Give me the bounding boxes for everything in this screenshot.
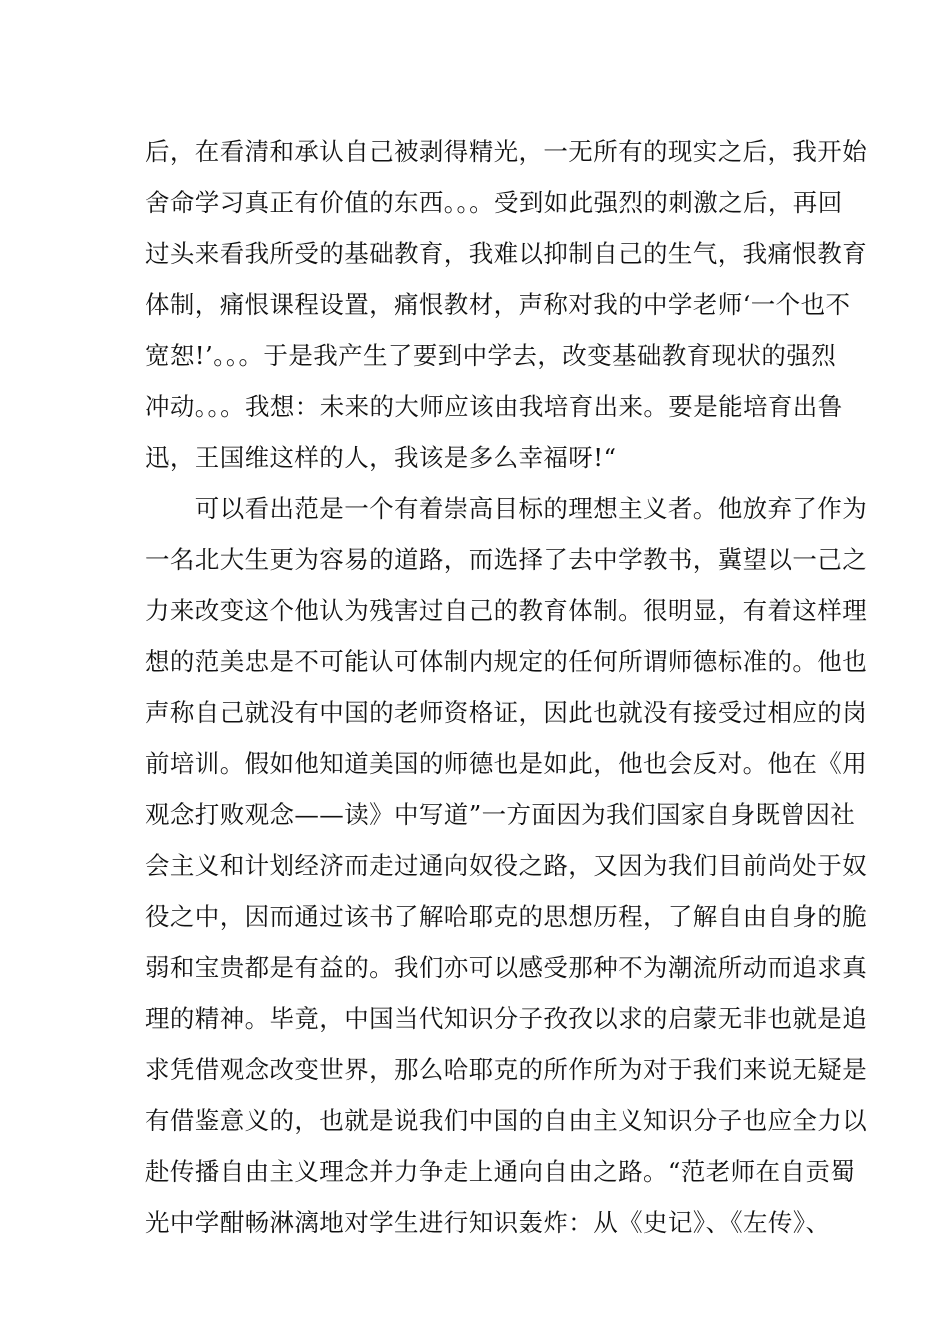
text-line: 观念打败观念——读》中写道”一方面因为我们国家自身既曾因社 xyxy=(145,800,856,829)
text-line: 役之中，因而通过该书了解哈耶克的思想历程，了解自由自身的脆 xyxy=(145,902,868,931)
text-line: 声称自己就没有中国的老师资格证，因此也就没有接受过相应的岗 xyxy=(145,698,868,727)
text-line: 冲动。。。我想：未来的大师应该由我培育出来。要是能培育出鲁 xyxy=(145,392,843,421)
text-line: 求凭借观念改变世界，那么哈耶克的所作所为对于我们来说无疑是 xyxy=(145,1055,868,1084)
text-line: 前培训。假如他知道美国的师德也是如此，他也会反对。他在《用 xyxy=(145,749,868,778)
text-line: 舍命学习真正有价值的东西。。。受到如此强烈的刺激之后，再回 xyxy=(145,188,843,217)
text-line: 有借鉴意义的，也就是说我们中国的自由主义知识分子也应全力以 xyxy=(145,1106,868,1135)
text-line: 想的范美忠是不可能认可体制内规定的任何所谓师德标准的。他也 xyxy=(145,647,868,676)
text-line: 迅，王国维这样的人，我该是多么幸福呀!“ xyxy=(145,443,617,472)
text-line: 力来改变这个他认为残害过自己的教育体制。很明显，有着这样理 xyxy=(145,596,868,625)
text-line: 弱和宝贵都是有益的。我们亦可以感受那种不为潮流所动而追求真 xyxy=(145,953,868,982)
text-line: 过头来看我所受的基础教育，我难以抑制自己的生气，我痛恨教育 xyxy=(145,239,868,268)
body-text xyxy=(145,126,868,1248)
text-line: 会主义和计划经济而走过通向奴役之路，又因为我们目前尚处于奴 xyxy=(145,851,868,880)
text-line: 光中学酣畅淋漓地对学生进行知识轰炸：从《史记》、《左传》、 xyxy=(145,1208,831,1237)
paragraph-start-line: 可以看出范是一个有着崇高目标的理想主义者。他放弃了作为 xyxy=(145,494,868,523)
text-line: 体制，痛恨课程设置，痛恨教材，声称对我的中学老师‘一个也不 xyxy=(145,290,851,319)
text-line: 一名北大生更为容易的道路，而选择了去中学教书，冀望以一己之 xyxy=(145,545,868,574)
text-line: 赴传播自由主义理念并力争走上通向自由之路。“范老师在自贡蜀 xyxy=(145,1157,856,1186)
text-line: 后，在看清和承认自己被剥得精光，一无所有的现实之后，我开始 xyxy=(145,137,868,166)
text-line: 宽恕!’。。。于是我产生了要到中学去，改变基础教育现状的强烈 xyxy=(145,341,837,370)
text-line: 理的精神。毕竟，中国当代知识分子孜孜以求的启蒙无非也就是追 xyxy=(145,1004,868,1033)
